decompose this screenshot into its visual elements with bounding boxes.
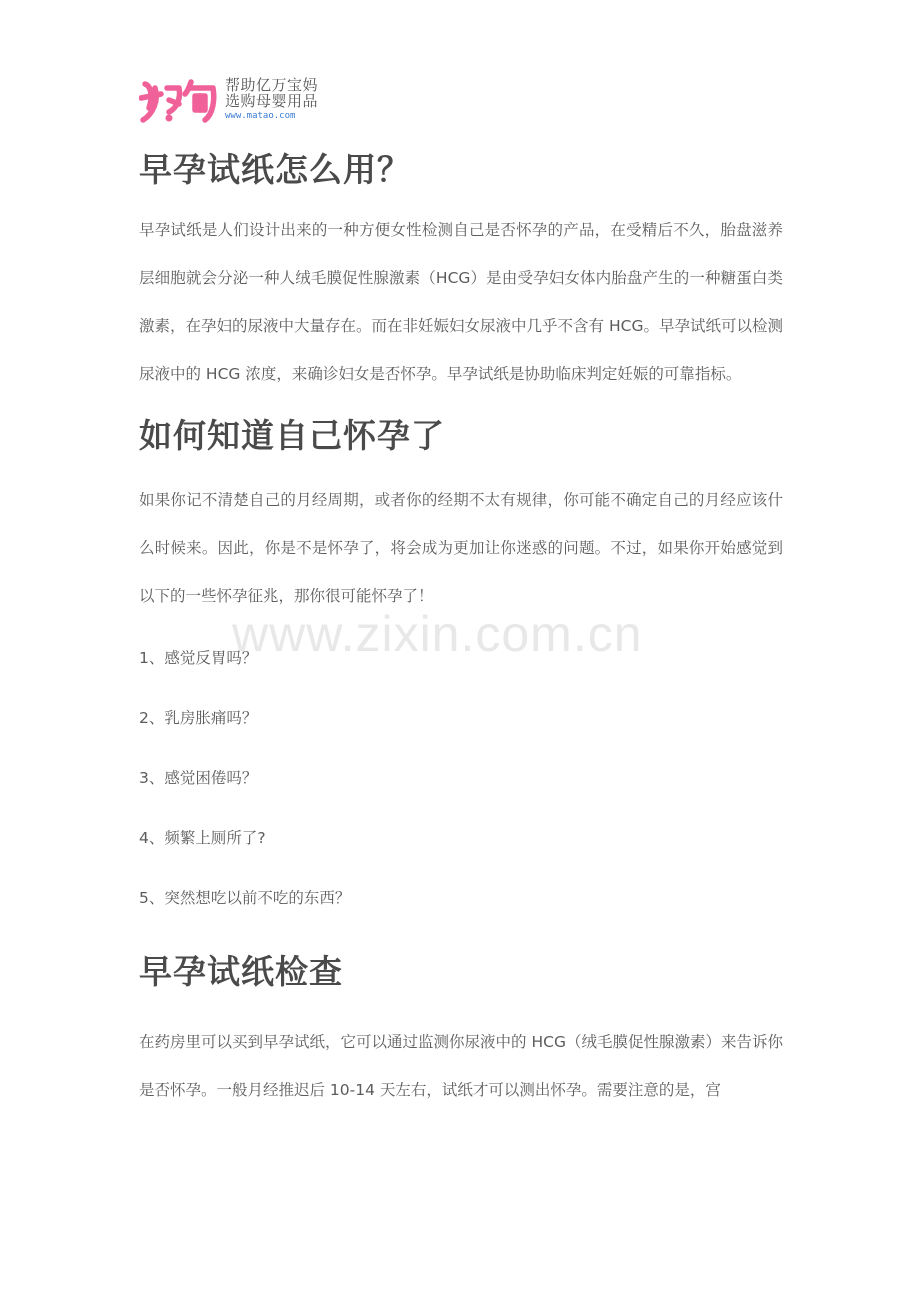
list-item: 2、乳房胀痛吗？	[139, 709, 258, 727]
brand-header[interactable]	[139, 74, 318, 126]
section-body-test-check: 在药房里可以买到早孕试纸，它可以通过监测你尿液中的 HCG（绒毛膜促性腺激素）来告诉你是否怀孕。一般月经推迟后 10-14 天左右，试纸才可以测出怀孕。需要注意的是，宫	[139, 1033, 783, 1099]
list-item: 3、感觉困倦吗？	[139, 769, 258, 787]
section-title-usage: 早孕试纸怎么用？	[139, 150, 411, 189]
list-item: 5、突然想吃以前不吃的东西？	[139, 889, 351, 907]
section-body-know-pregnant: 如果你记不清楚自己的月经周期，或者你的经期不太有规律，你可能不确定自己的月经应该什么时候来。因此，你是不是怀孕了，将会成为更加让你迷惑的问题。不过，如果你开始感觉到以下的一些怀孕征兆，那你很可能怀孕了！	[139, 491, 783, 605]
list-item: 1、感觉反胃吗？	[139, 649, 258, 667]
article-content	[139, 144, 783, 1114]
section-title-test-check: 早孕试纸检查	[139, 952, 343, 991]
list-item: 4、频繁上厕所了?	[139, 829, 266, 847]
brand-tagline-line1: 帮助亿万宝妈	[225, 76, 319, 94]
section-title-know-pregnant: 如何知道自己怀孕了	[139, 416, 445, 455]
section-body-usage: 早孕试纸是人们设计出来的一种方便女性检测自己是否怀孕的产品，在受精后不久，胎盘滋养层细胞就会分泌一种人绒毛膜促性腺激素（HCG）是由受孕妇女体内胎盘产生的一种糖蛋白类激素，在孕妇的尿液中大量存在。而在非妊娠妇女尿液中几乎不含有 HCG。早孕试纸可以检测尿液中的 HCG 浓度，来确诊妇女是否怀孕。早孕试纸是协助临床判定妊娠的可靠指标。	[139, 221, 783, 383]
watermark-text: www.zixin.com.cn	[232, 606, 643, 662]
brand-url[interactable]: www.matao.com	[225, 111, 296, 121]
symptom-list	[139, 628, 783, 928]
matao-logo-icon	[139, 74, 219, 126]
brand-tagline-line2: 选购母婴用品	[225, 92, 319, 110]
